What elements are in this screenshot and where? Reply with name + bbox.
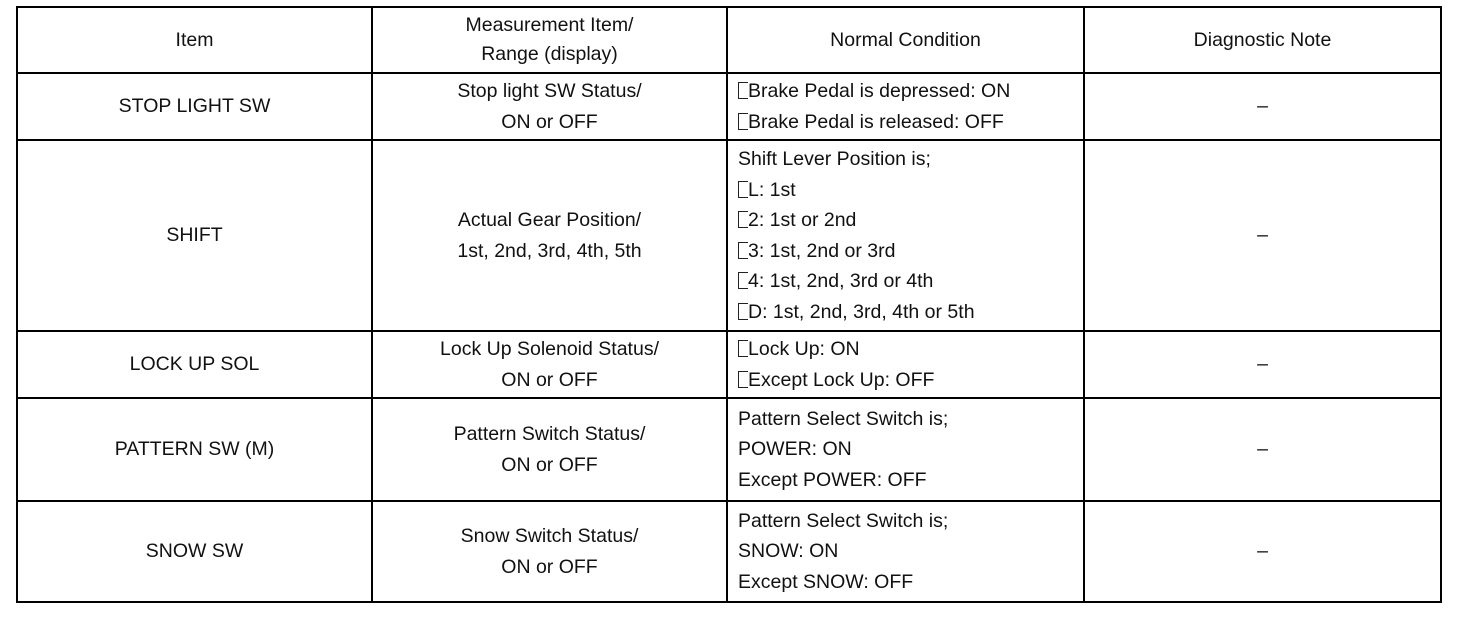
cell-measurement: Snow Switch Status/ ON or OFF bbox=[372, 501, 727, 602]
cell-measurement: Lock Up Solenoid Status/ ON or OFF bbox=[372, 331, 727, 398]
table-row bbox=[17, 398, 1441, 501]
checkbox-bullet-icon bbox=[738, 113, 748, 130]
table-row bbox=[17, 331, 1441, 398]
cell-diagnostic-note: – bbox=[1084, 501, 1441, 602]
header-measurement-line2: Range (display) bbox=[481, 43, 618, 65]
cell-diagnostic-note: – bbox=[1084, 73, 1441, 140]
table-row bbox=[17, 73, 1441, 140]
cell-diagnostic-note: – bbox=[1084, 398, 1441, 501]
cell-item: PATTERN SW (M) bbox=[17, 398, 372, 501]
header-measurement-line1: Measurement Item/ bbox=[465, 14, 634, 36]
checkbox-bullet-icon bbox=[738, 272, 748, 289]
checkbox-bullet-icon bbox=[738, 82, 748, 99]
table-row bbox=[17, 140, 1441, 331]
cell-normal-condition: Shift Lever Position is; L: 1st 2: 1st or 2nd 3: 1st, 2nd or 3rd 4: 1st, 2nd, 3rd or 4th D: 1st, 2nd, 3rd, 4th or 5th bbox=[727, 140, 1084, 331]
cell-measurement: Pattern Switch Status/ ON or OFF bbox=[372, 398, 727, 501]
checkbox-bullet-icon bbox=[738, 181, 748, 198]
header-measurement bbox=[372, 7, 727, 73]
data-monitor-table bbox=[16, 6, 1442, 603]
header-diagnostic-note: Diagnostic Note bbox=[1084, 7, 1441, 73]
cell-normal-condition: Brake Pedal is depressed: ON Brake Pedal is released: OFF bbox=[727, 73, 1084, 140]
table-header-row bbox=[17, 7, 1441, 73]
cell-normal-condition: Pattern Select Switch is; POWER: ON Except POWER: OFF bbox=[727, 398, 1084, 501]
checkbox-bullet-icon bbox=[738, 242, 748, 259]
checkbox-bullet-icon bbox=[738, 303, 748, 320]
cell-measurement: Actual Gear Position/ 1st, 2nd, 3rd, 4th, 5th bbox=[372, 140, 727, 331]
checkbox-bullet-icon bbox=[738, 371, 748, 388]
cell-diagnostic-note: – bbox=[1084, 331, 1441, 398]
cell-item: SNOW SW bbox=[17, 501, 372, 602]
data-monitor-table-container bbox=[16, 6, 1442, 603]
checkbox-bullet-icon bbox=[738, 340, 748, 357]
header-normal-condition: Normal Condition bbox=[727, 7, 1084, 73]
table-row bbox=[17, 501, 1441, 602]
cell-item: LOCK UP SOL bbox=[17, 331, 372, 398]
header-item: Item bbox=[17, 7, 372, 73]
cell-diagnostic-note: – bbox=[1084, 140, 1441, 331]
cell-normal-condition: Lock Up: ON Except Lock Up: OFF bbox=[727, 331, 1084, 398]
cell-item: SHIFT bbox=[17, 140, 372, 331]
cell-measurement: Stop light SW Status/ ON or OFF bbox=[372, 73, 727, 140]
cell-normal-condition: Pattern Select Switch is; SNOW: ON Except SNOW: OFF bbox=[727, 501, 1084, 602]
checkbox-bullet-icon bbox=[738, 211, 748, 228]
cell-item: STOP LIGHT SW bbox=[17, 73, 372, 140]
